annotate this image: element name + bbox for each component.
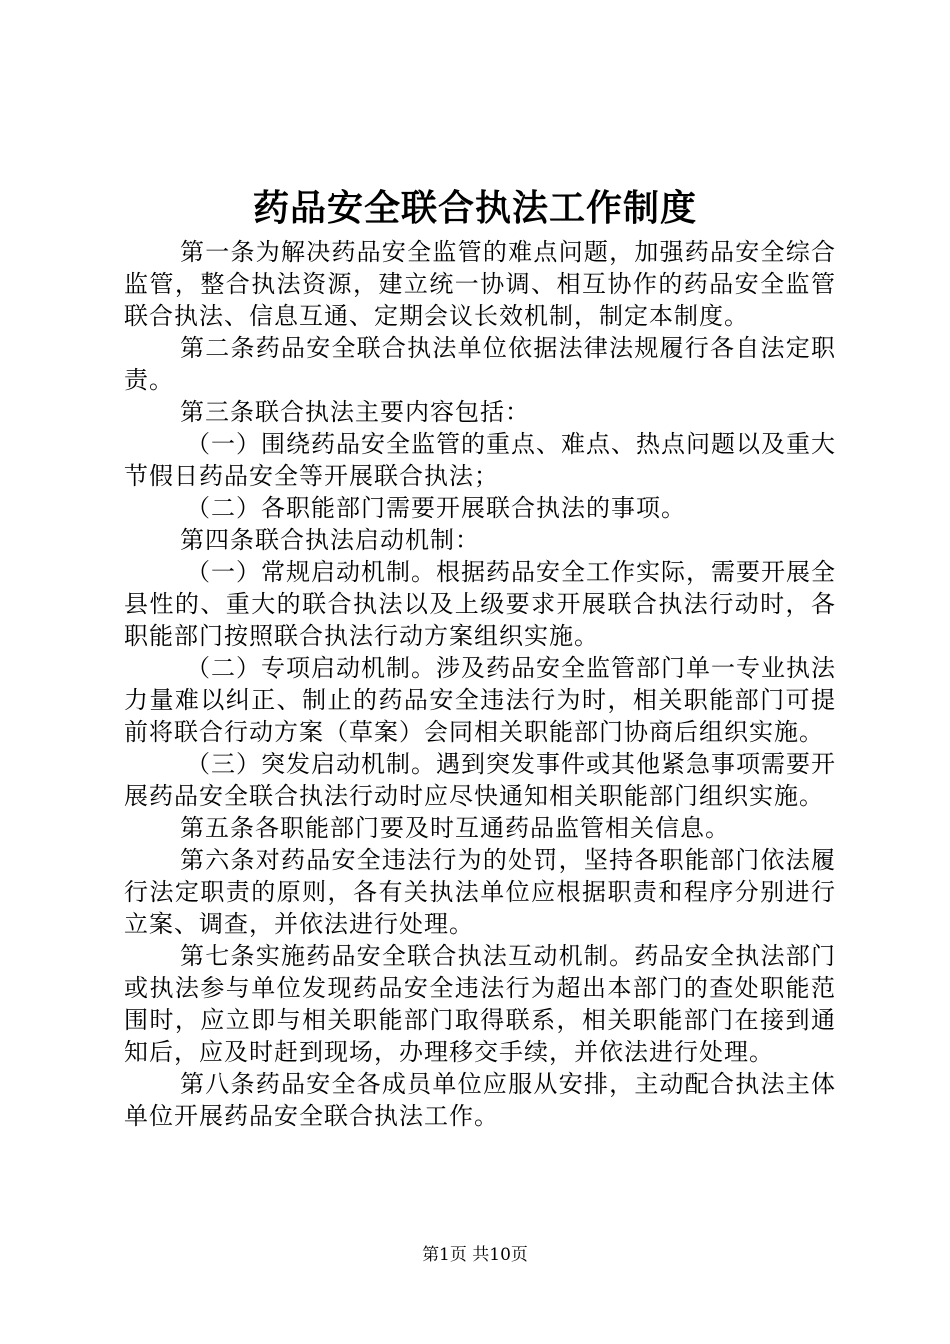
paragraph-article-3: 第三条联合执法主要内容包括： — [180, 398, 530, 426]
document-title: 药品安全联合执法工作制度 — [252, 187, 697, 229]
paragraph-article-2: 第二条药品安全联合执法单位依据法律法规履行各自法定职责。 — [124, 334, 836, 394]
paragraph-article-4-item-3: （三）突发启动机制。遇到突发事件或其他紧急事项需要开展药品安全联合执法行动时应尽快通知相关职能部门组织实施。 — [124, 750, 836, 810]
paragraph-article-4: 第四条联合执法启动机制： — [180, 526, 480, 554]
paragraph-article-1: 第一条为解决药品安全监管的难点问题，加强药品安全综合监管，整合执法资源，建立统一协调、相互协作的药品安全监管联合执法、信息互通、定期会议长效机制，制定本制度。 — [124, 238, 836, 330]
paragraph-article-5: 第五条各职能部门要及时互通药品监管相关信息。 — [180, 814, 730, 842]
document-body — [124, 236, 836, 1132]
paragraph-article-4-item-2: （二）专项启动机制。涉及药品安全监管部门单一专业执法力量难以纠正、制止的药品安全违法行为时，相关职能部门可提前将联合行动方案（草案）会同相关职能部门协商后组织实施。 — [124, 654, 836, 746]
page-footer: 第1页 共10页 — [422, 1245, 528, 1265]
paragraph-article-8: 第八条药品安全各成员单位应服从安排，主动配合执法主体单位开展药品安全联合执法工作。 — [124, 1070, 836, 1130]
paragraph-article-4-item-1: （一）常规启动机制。根据药品安全工作实际，需要开展全县性的、重大的联合执法以及上级要求开展联合执法行动时，各职能部门按照联合执法行动方案组织实施。 — [124, 558, 836, 650]
paragraph-article-3-item-2: （二）各职能部门需要开展联合执法的事项。 — [186, 494, 686, 522]
paragraph-article-6: 第六条对药品安全违法行为的处罚，坚持各职能部门依法履行法定职责的原则，各有关执法单位应根据职责和程序分别进行立案、调查，并依法进行处理。 — [124, 846, 836, 938]
paragraph-article-7: 第七条实施药品安全联合执法互动机制。药品安全执法部门或执法参与单位发现药品安全违法行为超出本部门的查处职能范围时，应立即与相关职能部门取得联系，相关职能部门在接到通知后，应及时赶到现场，办理移交手续，并依法进行处理。 — [124, 942, 836, 1066]
paragraph-article-3-item-1: （一）围绕药品安全监管的重点、难点、热点问题以及重大节假日药品安全等开展联合执法； — [124, 430, 836, 490]
